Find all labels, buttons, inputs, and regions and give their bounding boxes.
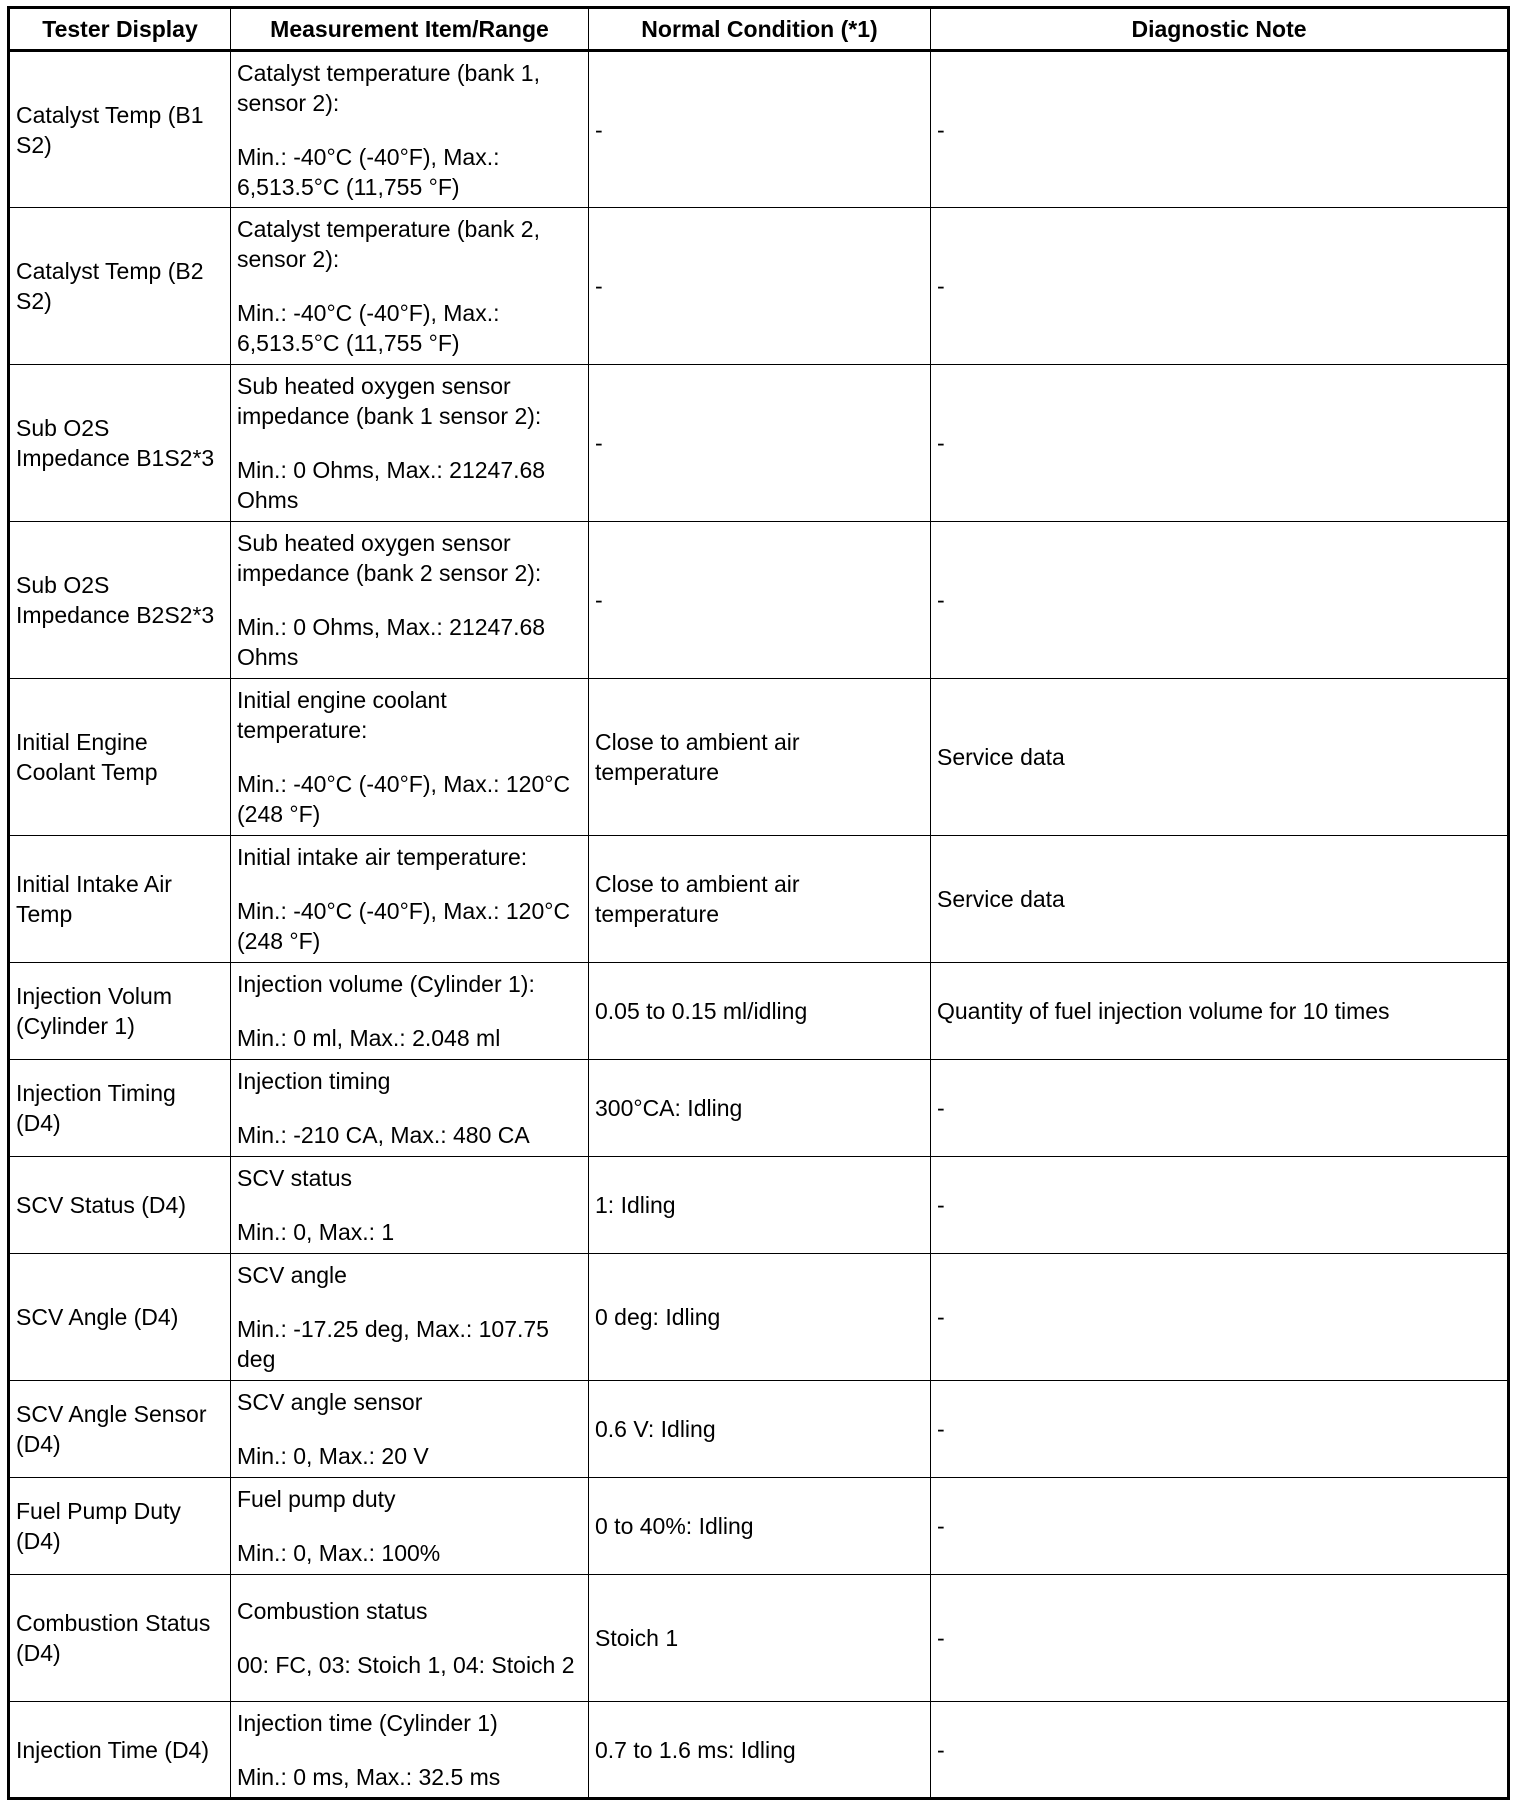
measurement-range-text: Min.: 0, Max.: 20 V — [237, 1443, 429, 1469]
normal-condition-cell: - — [589, 208, 931, 365]
measurement-cell — [231, 1381, 589, 1478]
measurement-item-text: Catalyst temperature (bank 1, sensor 2): — [237, 59, 540, 116]
measurement-range-text: Min.: 0, Max.: 1 — [237, 1219, 395, 1245]
table-body — [9, 51, 1509, 1799]
tester-display-cell: SCV Status (D4) — [9, 1157, 231, 1254]
table-row — [9, 51, 1509, 208]
measurement-cell — [231, 679, 589, 836]
tester-display-cell: Initial Engine Coolant Temp — [9, 679, 231, 836]
measurement-spacer — [237, 274, 582, 298]
measurement-range-text: Min.: 0 Ohms, Max.: 21247.68 Ohms — [237, 457, 546, 513]
measurement-spacer — [237, 1290, 582, 1314]
measurement-spacer — [237, 431, 582, 455]
measurement-range-text: 00: FC, 03: Stoich 1, 04: Stoich 2 — [237, 1652, 575, 1678]
measurement-cell — [231, 522, 589, 679]
measurement-cell — [231, 1575, 589, 1702]
normal-condition-cell: 0 to 40%: Idling — [589, 1478, 931, 1575]
normal-condition-cell: - — [589, 365, 931, 522]
measurement-spacer — [237, 872, 582, 896]
measurement-spacer — [237, 1626, 582, 1650]
table-row — [9, 836, 1509, 963]
tester-display-cell: Sub O2S Impedance B2S2*3 — [9, 522, 231, 679]
tester-display-cell: Combustion Status (D4) — [9, 1575, 231, 1702]
measurement-cell — [231, 836, 589, 963]
table-row — [9, 365, 1509, 522]
measurement-spacer — [237, 1417, 582, 1441]
diagnostic-note-cell: - — [931, 522, 1509, 679]
measurement-item-text: SCV angle sensor — [237, 1389, 423, 1415]
measurement-range-text: Min.: -17.25 deg, Max.: 107.75 deg — [237, 1316, 549, 1372]
diagnostic-note-cell: - — [931, 1478, 1509, 1575]
data-list-sheet — [7, 6, 1507, 1800]
measurement-cell — [231, 1254, 589, 1381]
header-measurement-item: Measurement Item/Range — [231, 8, 589, 51]
diagnostic-note-cell: - — [931, 1254, 1509, 1381]
diagnostic-note-cell: Service data — [931, 836, 1509, 963]
normal-condition-cell: Stoich 1 — [589, 1575, 931, 1702]
measurement-range-text: Min.: -40°C (-40°F), Max.: 120°C (248 °F) — [237, 771, 571, 827]
measurement-item-text: Fuel pump duty — [237, 1486, 396, 1512]
tester-display-cell: SCV Angle (D4) — [9, 1254, 231, 1381]
measurement-cell — [231, 1060, 589, 1157]
measurement-cell — [231, 208, 589, 365]
measurement-range-text: Min.: -40°C (-40°F), Max.: 120°C (248 °F) — [237, 898, 571, 954]
measurement-item-text: Catalyst temperature (bank 2, sensor 2): — [237, 216, 540, 272]
normal-condition-cell: Close to ambient air temperature — [589, 836, 931, 963]
normal-condition-cell: 0.05 to 0.15 ml/idling — [589, 963, 931, 1060]
measurement-item-text: SCV status — [237, 1165, 353, 1191]
measurement-spacer — [237, 588, 582, 612]
tester-display-cell: Catalyst Temp (B1 S2) — [9, 51, 231, 208]
diagnostic-note-cell: - — [931, 1060, 1509, 1157]
measurement-spacer — [237, 118, 582, 142]
measurement-spacer — [237, 745, 582, 769]
tester-display-cell: Catalyst Temp (B2 S2) — [9, 208, 231, 365]
tester-display-cell: Injection Volum (Cylinder 1) — [9, 963, 231, 1060]
tester-display-cell: Initial Intake Air Temp — [9, 836, 231, 963]
tester-display-cell: Injection Timing (D4) — [9, 1060, 231, 1157]
diagnostic-note-cell: - — [931, 1575, 1509, 1702]
tester-display-cell: Sub O2S Impedance B1S2*3 — [9, 365, 231, 522]
data-list-table — [7, 6, 1510, 1800]
measurement-item-text: Initial intake air temperature: — [237, 844, 528, 870]
table-row — [9, 963, 1509, 1060]
diagnostic-note-cell: - — [931, 1157, 1509, 1254]
table-row — [9, 1060, 1509, 1157]
measurement-item-text: Combustion status — [237, 1598, 428, 1624]
table-row — [9, 1254, 1509, 1381]
table-row — [9, 1157, 1509, 1254]
normal-condition-cell: 0 deg: Idling — [589, 1254, 931, 1381]
measurement-item-text: Sub heated oxygen sensor impedance (bank 2 sensor 2): — [237, 530, 542, 586]
table-row — [9, 208, 1509, 365]
table-row — [9, 1702, 1509, 1799]
measurement-spacer — [237, 1514, 582, 1538]
tester-display-cell: Fuel Pump Duty (D4) — [9, 1478, 231, 1575]
diagnostic-note-cell: - — [931, 51, 1509, 208]
measurement-range-text: Min.: -210 CA, Max.: 480 CA — [237, 1122, 530, 1148]
measurement-item-text: SCV angle — [237, 1262, 347, 1288]
measurement-item-text: Injection volume (Cylinder 1): — [237, 971, 535, 997]
table-row — [9, 1381, 1509, 1478]
tester-display-cell: Injection Time (D4) — [9, 1702, 231, 1799]
measurement-range-text: Min.: 0 Ohms, Max.: 21247.68 Ohms — [237, 614, 546, 670]
measurement-spacer — [237, 999, 582, 1023]
measurement-range-text: Min.: 0 ml, Max.: 2.048 ml — [237, 1025, 501, 1051]
tester-display-cell: SCV Angle Sensor (D4) — [9, 1381, 231, 1478]
measurement-spacer — [237, 1738, 582, 1762]
measurement-item-text: Injection time (Cylinder 1) — [237, 1709, 498, 1736]
table-row — [9, 679, 1509, 836]
diagnostic-note-cell: - — [931, 1702, 1509, 1799]
measurement-cell — [231, 1702, 589, 1799]
measurement-cell — [231, 1157, 589, 1254]
measurement-spacer — [237, 1193, 582, 1217]
measurement-cell — [231, 51, 589, 208]
table-row — [9, 1575, 1509, 1702]
measurement-spacer — [237, 1096, 582, 1120]
normal-condition-cell: Close to ambient air temperature — [589, 679, 931, 836]
table-row — [9, 522, 1509, 679]
diagnostic-note-cell: - — [931, 365, 1509, 522]
header-row — [9, 8, 1509, 51]
normal-condition-cell: 1: Idling — [589, 1157, 931, 1254]
diagnostic-note-cell: - — [931, 1381, 1509, 1478]
normal-condition-cell: - — [589, 51, 931, 208]
header-diagnostic-note: Diagnostic Note — [931, 8, 1509, 51]
diagnostic-note-cell: Quantity of fuel injection volume for 10 times — [931, 963, 1509, 1060]
header-tester-display: Tester Display — [9, 8, 231, 51]
measurement-item-text: Initial engine coolant temperature: — [237, 687, 447, 743]
normal-condition-cell: 0.6 V: Idling — [589, 1381, 931, 1478]
normal-condition-cell: 0.7 to 1.6 ms: Idling — [589, 1702, 931, 1799]
measurement-cell — [231, 365, 589, 522]
measurement-range-text: Min.: -40°C (-40°F), Max.: 6,513.5°C (11,755 °F) — [237, 300, 500, 356]
diagnostic-note-cell: Service data — [931, 679, 1509, 836]
table-header — [9, 8, 1509, 51]
measurement-range-text: Min.: -40°C (-40°F), Max.: 6,513.5°C (11,755 °F) — [237, 143, 500, 200]
table-row — [9, 1478, 1509, 1575]
header-normal-condition: Normal Condition (*1) — [589, 8, 931, 51]
measurement-range-text: Min.: 0, Max.: 100% — [237, 1540, 441, 1566]
measurement-cell — [231, 963, 589, 1060]
normal-condition-cell: - — [589, 522, 931, 679]
normal-condition-cell: 300°CA: Idling — [589, 1060, 931, 1157]
measurement-item-text: Injection timing — [237, 1068, 391, 1094]
measurement-cell — [231, 1478, 589, 1575]
diagnostic-note-cell: - — [931, 208, 1509, 365]
measurement-range-text: Min.: 0 ms, Max.: 32.5 ms — [237, 1763, 501, 1790]
measurement-item-text: Sub heated oxygen sensor impedance (bank 1 sensor 2): — [237, 373, 542, 429]
